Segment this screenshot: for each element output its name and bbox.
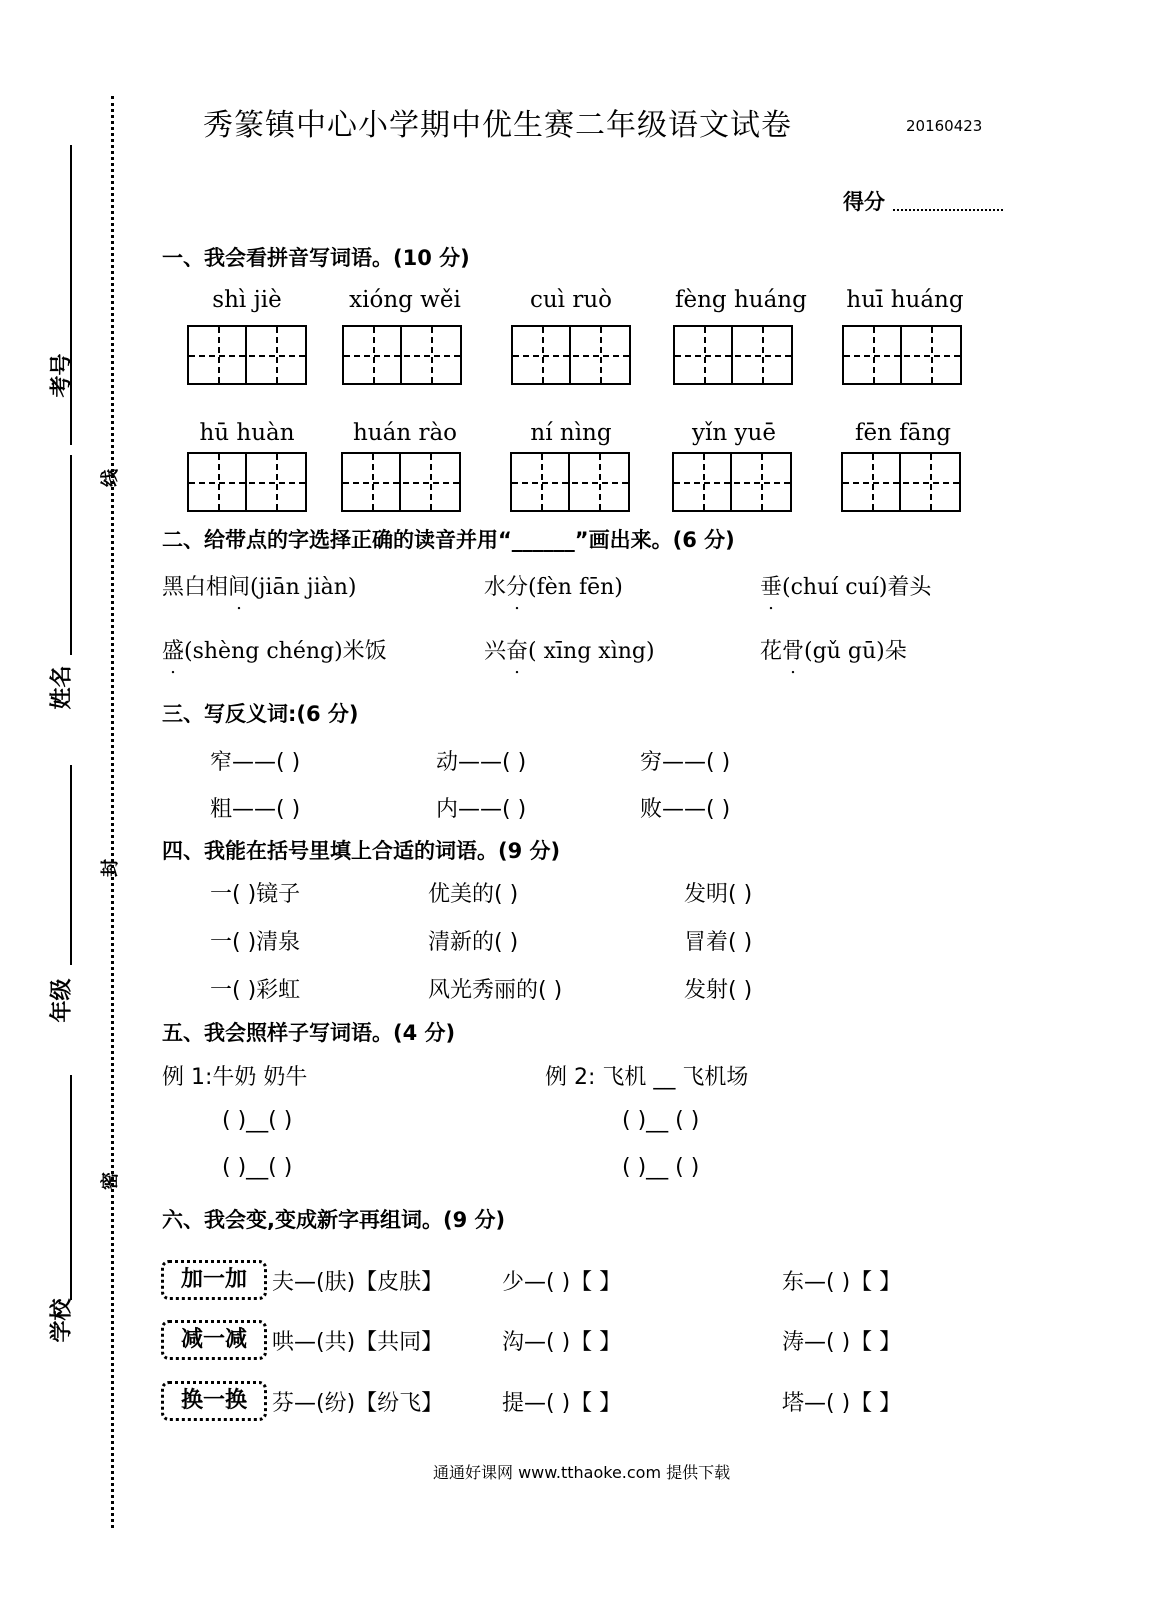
pinyin-1-2: xióng wěi bbox=[349, 287, 461, 313]
footer: 通通好课网 www.tthaoke.com 提供下载 bbox=[433, 1463, 731, 1482]
antonym-item[interactable]: 败——( ) bbox=[640, 797, 731, 822]
word-blank[interactable]: ( )__( ) bbox=[222, 1155, 293, 1180]
pinyin-1-5: huī huáng bbox=[846, 287, 964, 313]
fill-item[interactable]: 冒着( ) bbox=[684, 930, 753, 955]
antonym-item[interactable]: 穷——( ) bbox=[640, 750, 731, 775]
writing-grid[interactable] bbox=[841, 452, 961, 512]
example-add: 夫—(肤)【皮肤】 bbox=[272, 1270, 444, 1295]
writing-grid[interactable] bbox=[342, 325, 462, 385]
writing-grid[interactable] bbox=[341, 452, 461, 512]
section-4-title: 四、我能在括号里填上合适的词语。(9 分) bbox=[162, 839, 561, 863]
label-subtract: 减一减 bbox=[161, 1320, 267, 1360]
fill-item[interactable]: 发明( ) bbox=[684, 882, 753, 907]
label-exam-number: 考号 bbox=[49, 353, 75, 398]
seal-char-seal: 封 bbox=[100, 859, 121, 877]
example-2: 例 2: 飞机 __ 飞机场 bbox=[545, 1065, 749, 1090]
pinyin-2-2: huán rào bbox=[352, 420, 458, 446]
example-1: 例 1:牛奶 奶牛 bbox=[162, 1065, 308, 1090]
antonym-item[interactable]: 内——( ) bbox=[436, 797, 527, 822]
seal-line bbox=[111, 96, 114, 1528]
writing-grid[interactable] bbox=[673, 325, 793, 385]
antonym-item[interactable]: 窄——( ) bbox=[210, 750, 301, 775]
page-title: 秀篆镇中心小学期中优生赛二年级语文试卷 bbox=[203, 108, 792, 143]
example-subtract: 哄—(共)【共同】 bbox=[272, 1330, 444, 1355]
pinyin-2-3: ní nìng bbox=[530, 420, 612, 446]
fill-item[interactable]: 清新的( ) bbox=[428, 930, 519, 955]
section-3-title: 三、写反义词:(6 分) bbox=[162, 702, 359, 726]
transform-item[interactable]: 提—( )【 】 bbox=[502, 1391, 622, 1416]
reading-item[interactable]: 黑白相间(jiān jiàn) bbox=[162, 575, 357, 600]
label-name: 姓名 bbox=[49, 665, 75, 710]
fill-item[interactable]: 一( )镜子 bbox=[210, 882, 301, 907]
fill-item[interactable]: 一( )彩虹 bbox=[210, 978, 301, 1003]
writing-grid[interactable] bbox=[511, 325, 631, 385]
word-blank[interactable]: ( )__ ( ) bbox=[622, 1155, 700, 1180]
writing-grid[interactable] bbox=[672, 452, 792, 512]
margin-line-4 bbox=[70, 1075, 72, 1300]
reading-item[interactable]: 兴奋( xīng xìng) bbox=[484, 639, 655, 664]
reading-item[interactable]: 垂(chuí cuí)着头 bbox=[760, 575, 932, 600]
reading-item[interactable]: 水分(fèn fēn) bbox=[484, 575, 623, 600]
transform-item[interactable]: 东—( )【 】 bbox=[782, 1270, 902, 1295]
section-2-title: 二、给带点的字选择正确的读音并用“______”画出来。(6 分) bbox=[162, 528, 735, 552]
pinyin-2-5: fēn fāng bbox=[854, 420, 951, 446]
antonym-item[interactable]: 粗——( ) bbox=[210, 797, 301, 822]
word-blank[interactable]: ( )__( ) bbox=[222, 1108, 293, 1133]
example-swap: 芬—(纷)【纷飞】 bbox=[272, 1391, 444, 1416]
pinyin-1-3: cuì ruò bbox=[529, 287, 613, 313]
transform-item[interactable]: 沟—( )【 】 bbox=[502, 1330, 622, 1355]
exam-date: 20160423 bbox=[906, 117, 983, 135]
reading-item[interactable]: 盛(shèng chéng)米饭 bbox=[162, 639, 387, 664]
seal-char-line: 线 bbox=[100, 469, 121, 487]
score-label: 得分 bbox=[843, 190, 885, 214]
writing-grid[interactable] bbox=[187, 452, 307, 512]
score-blank[interactable] bbox=[893, 209, 1003, 211]
margin-line-1 bbox=[70, 145, 72, 445]
writing-grid[interactable] bbox=[187, 325, 307, 385]
pinyin-2-1: hū huàn bbox=[199, 420, 295, 446]
pinyin-1-4: fèng huáng bbox=[675, 287, 807, 313]
fill-item[interactable]: 风光秀丽的( ) bbox=[428, 978, 563, 1003]
word-blank[interactable]: ( )__ ( ) bbox=[622, 1108, 700, 1133]
transform-item[interactable]: 涛—( )【 】 bbox=[782, 1330, 902, 1355]
fill-item[interactable]: 一( )清泉 bbox=[210, 930, 301, 955]
label-add: 加一加 bbox=[161, 1260, 267, 1300]
seal-char-secret: 密 bbox=[100, 1172, 121, 1190]
pinyin-2-4: yǐn yuē bbox=[692, 420, 776, 446]
margin-line-2 bbox=[70, 455, 72, 655]
fill-item[interactable]: 优美的( ) bbox=[428, 882, 519, 907]
antonym-item[interactable]: 动——( ) bbox=[436, 750, 527, 775]
fill-item[interactable]: 发射( ) bbox=[684, 978, 753, 1003]
reading-item[interactable]: 花骨(gǔ gū)朵 bbox=[760, 639, 907, 664]
section-5-title: 五、我会照样子写词语。(4 分) bbox=[162, 1021, 456, 1045]
transform-item[interactable]: 少—( )【 】 bbox=[502, 1270, 622, 1295]
label-swap: 换一换 bbox=[161, 1381, 267, 1421]
writing-grid[interactable] bbox=[842, 325, 962, 385]
section-1-title: 一、我会看拼音写词语。(10 分) bbox=[162, 246, 470, 270]
writing-grid[interactable] bbox=[510, 452, 630, 512]
section-6-title: 六、我会变,变成新字再组词。(9 分) bbox=[162, 1208, 506, 1232]
label-school: 学校 bbox=[49, 1298, 75, 1343]
margin-line-3 bbox=[70, 765, 72, 965]
transform-item[interactable]: 塔—( )【 】 bbox=[782, 1391, 902, 1416]
label-grade: 年级 bbox=[49, 978, 75, 1023]
pinyin-1-1: shì jiè bbox=[212, 287, 282, 313]
